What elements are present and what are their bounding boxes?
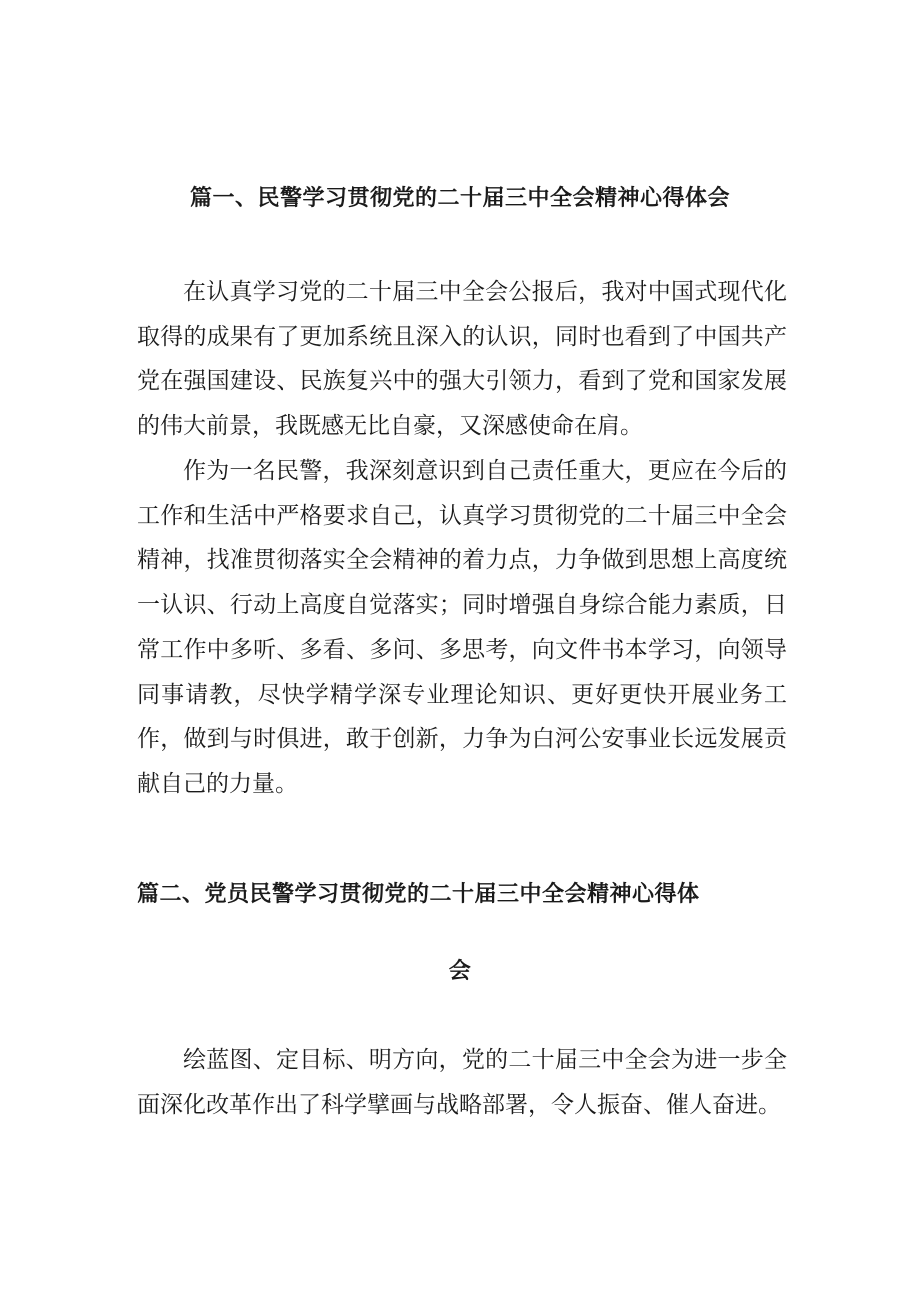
section-1-paragraph-2: 作为一名民警，我深刻意识到自己责任重大，更应在今后的工作和生活中严格要求自己，认真学习贯彻党的二十届三中全会精神，找准贯彻落实全会精神的着力点，力争做到思想上高度统一认识、行动上高度自觉落实；同时增强自身综合能力素质，日常工作中多听、多看、多问、多思考，向文件书本学习，向领导同事请教，尽快学精学深专业理论知识、更好更快开展业务工作，做到与时俱进，敢于创新，力争为白河公安事业长远发展贡献自己的力量。 [137,458,787,797]
section-1-title: 篇一、民警学习贯彻党的二十届三中全会精神心得体会 [189,186,730,211]
section-2-title-line-1: 篇二、党员民警学习贯彻党的二十届三中全会精神心得体 [137,882,700,907]
section-2-title-line-2: 会 [448,959,472,984]
section-2-title [137,856,787,1010]
section-1-paragraph-1: 在认真学习党的二十届三中全会公报后，我对中国式现代化取得的成果有了更加系统且深入的认识，同时也看到了中国共产党在强国建设、民族复兴中的强大引领力，看到了党和国家发展的伟大前景，我既感无比自豪，又深感使命在肩。 [137,279,787,440]
section-2-paragraph-1: 绘蓝图、定目标、明方向，党的二十届三中全会为进一步全面深化改革作出了科学擘画与战略部署，令人振奋、催人奋进。 [137,1047,787,1118]
